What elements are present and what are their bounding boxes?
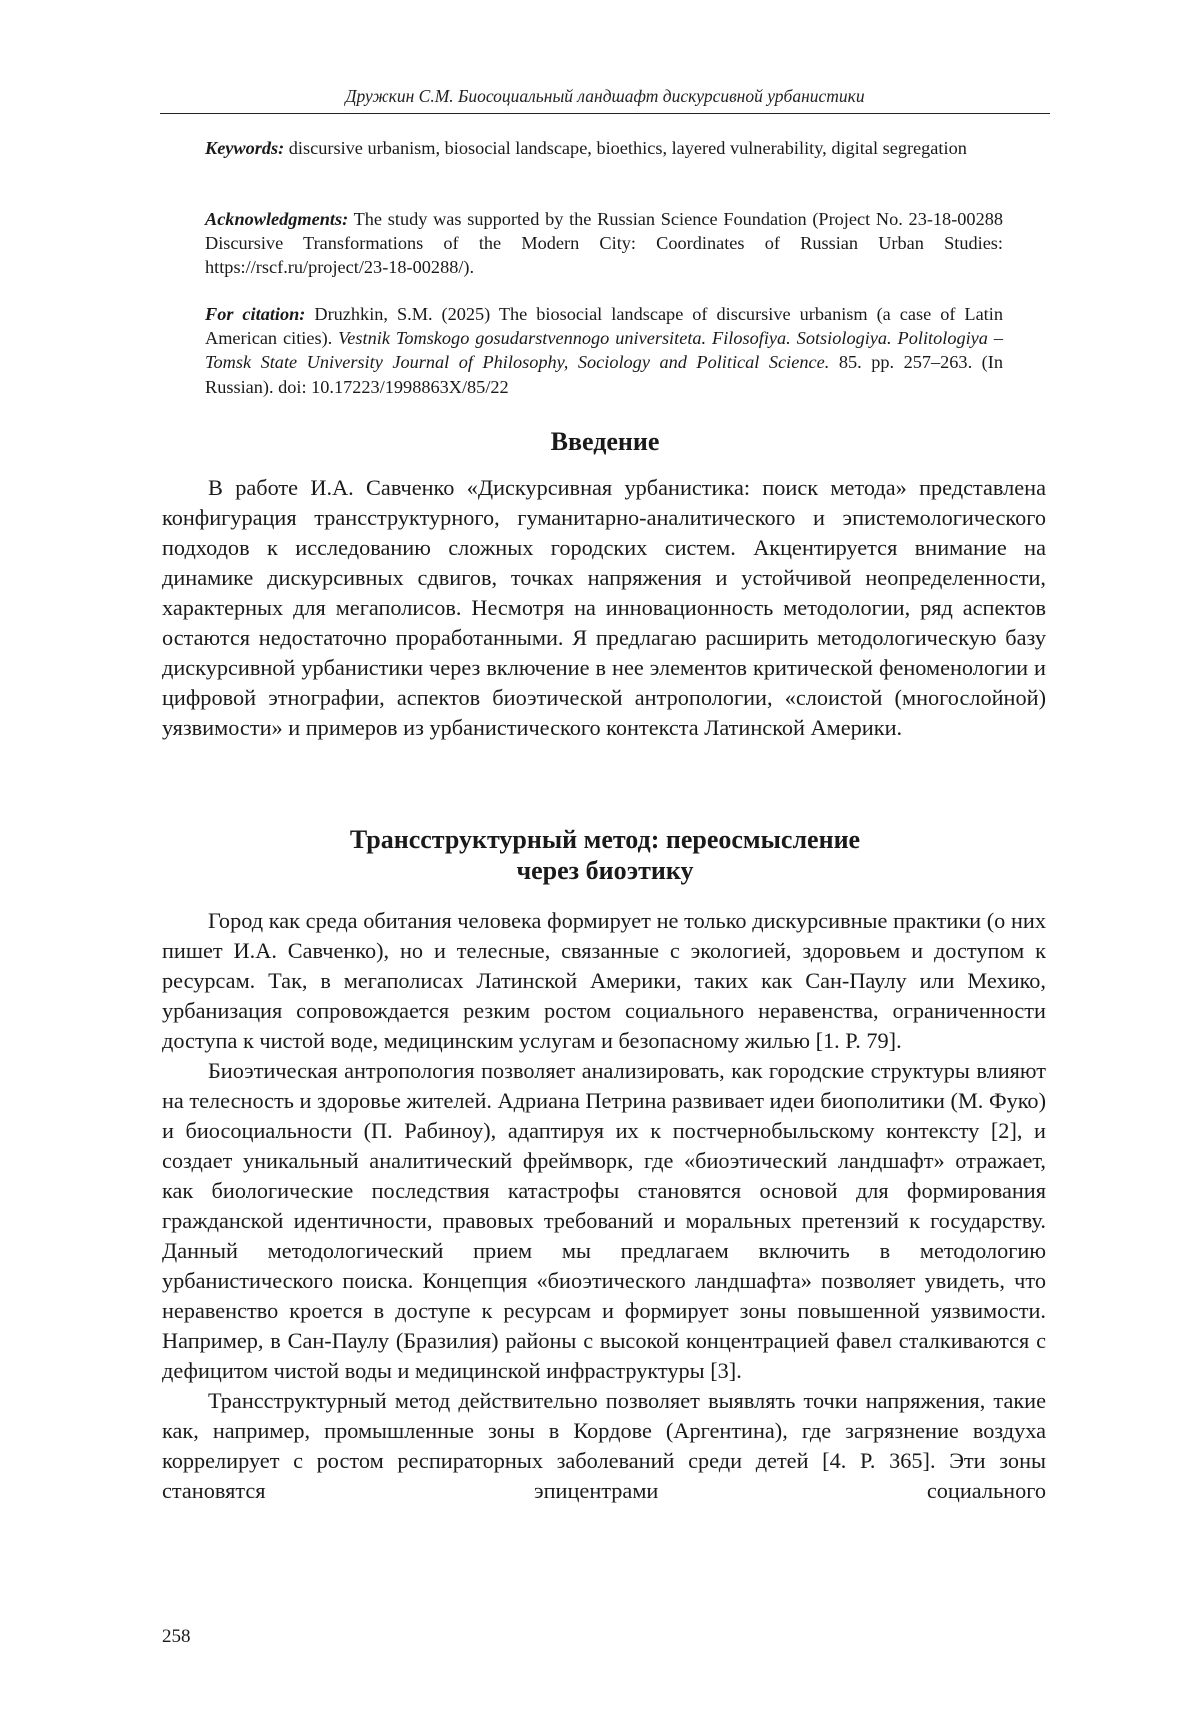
section-heading-method-line2: через биоэтику [516,856,694,885]
keywords-label: Keywords: [205,138,285,158]
section-heading-introduction: Введение [550,427,660,456]
paragraph: Город как среда обитания человека формирует не только дискурсивные практики (о них пишет И.А. Савченко), но и телесные, связанные с экологией, здоровьем и доступом к ресурсам. Так, в мегаполисах Латинской Америки, таких как Сан-Паулу или Мехико, урбанизация сопровождается резким ростом социального неравенства, ограниченности доступа к чистой воде, медицинским услугам и безопасному жилью [1. P. 79]. [162,908,1046,1053]
citation-text-before: Druzhkin, S.M. (2025) The biosocial landscape of discursive urbanism (a case of Latin American cities). [205,304,1003,349]
paragraph: Биоэтическая антропология позволяет анализировать, как городские структуры влияют на телесность и здоровье жителей. Адриана Петрина развивает идеи биополитики (М. Фуко) и биосоциальности (П. Рабиноу), адаптируя их к постчернобыльскому контексту [2], и создает уникальный аналитический фреймворк, где «биоэтический ландшафт» отражает, как биологические последствия катастрофы становятся основой для формирования гражданской идентичности, правовых требований и моральных претензий к государству. Данный методологический прием мы предлагаем включить в методологию урбанистического поиска. Концепция «биоэтического ландшафта» позволяет увидеть, что неравенство кроется в доступе к ресурсам и формирует зоны повышенной уязвимости. Например, в Сан-Паулу (Бразилия) районы с высокой концентрацией фавел сталкиваются с дефицитом чистой воды и медицинской инфраструктуры [3]. [162,1058,1046,1383]
acknowledgments-block [205,207,1003,280]
paragraph: В работе И.А. Савченко «Дискурсивная урбанистика: поиск метода» представлена конфигурация трансструктурного, гуманитарно-аналитического и эпистемологического подходов к исследованию сложных городских систем. Акцентируется внимание на динамике дискурсивных сдвигов, точках напряжения и устойчивой неопределенности, характерных для мегаполисов. Несмотря на инновационность методологии, ряд аспектов остаются недостаточно проработанными. Я предлагаю расширить методологическую базу дискурсивной урбанистики через включение в нее элементов критической феноменологии и цифровой этнографии, аспектов биоэтической антропологии, «слоистой (многослойной) уязвимости» и примеров из урбанистического контекста Латинской Америки. [162,475,1046,740]
paragraph: Трансструктурный метод действительно позволяет выявлять точки напряжения, такие как, например, промышленные зоны в Кордове (Аргентина), где загрязнение воздуха коррелирует с ростом респираторных заболеваний среди детей [4. P. 365]. Эти зоны становятся эпицентрами социального [162,1388,1046,1503]
introduction-body [162,473,1046,743]
acknowledgments-label: Acknowledgments: [205,209,349,229]
citation-label: For citation: [205,304,306,324]
citation-block [205,302,1003,399]
section-heading-method [160,824,1050,886]
citation-journal: Vestnik Tomskogo gosudarstvennogo universiteta. Filosofiya. Sotsiologiya. Politologiya – Tomsk State University Journal of Philosophy, Sociology and Political Science. [205,328,1003,373]
keywords-block [205,136,1003,160]
section-heading-method-line1: Трансструктурный метод: переосмысление [349,825,861,854]
acknowledgments-text: The study was supported by the Russian Science Foundation (Project No. 23-18-00288 Discursive Transformations of the Modern City: Coordinates of Russian Urban Studies: https://rscf.ru/project/23-18-00288/). [205,209,1003,278]
citation-text-after: 85. pp. 257–263. (In Russian). doi: 10.17223/1998863X/85/22 [205,352,1003,397]
page-number: 258 [162,1626,191,1647]
keywords-text: discursive urbanism, biosocial landscape, bioethics, layered vulnerability, digital segregation [284,138,967,158]
header-rule [160,113,1050,114]
running-header: Дружкин С.М. Биосоциальный ландшафт дискурсивной урбанистики [345,86,865,106]
method-body [162,906,1046,1506]
